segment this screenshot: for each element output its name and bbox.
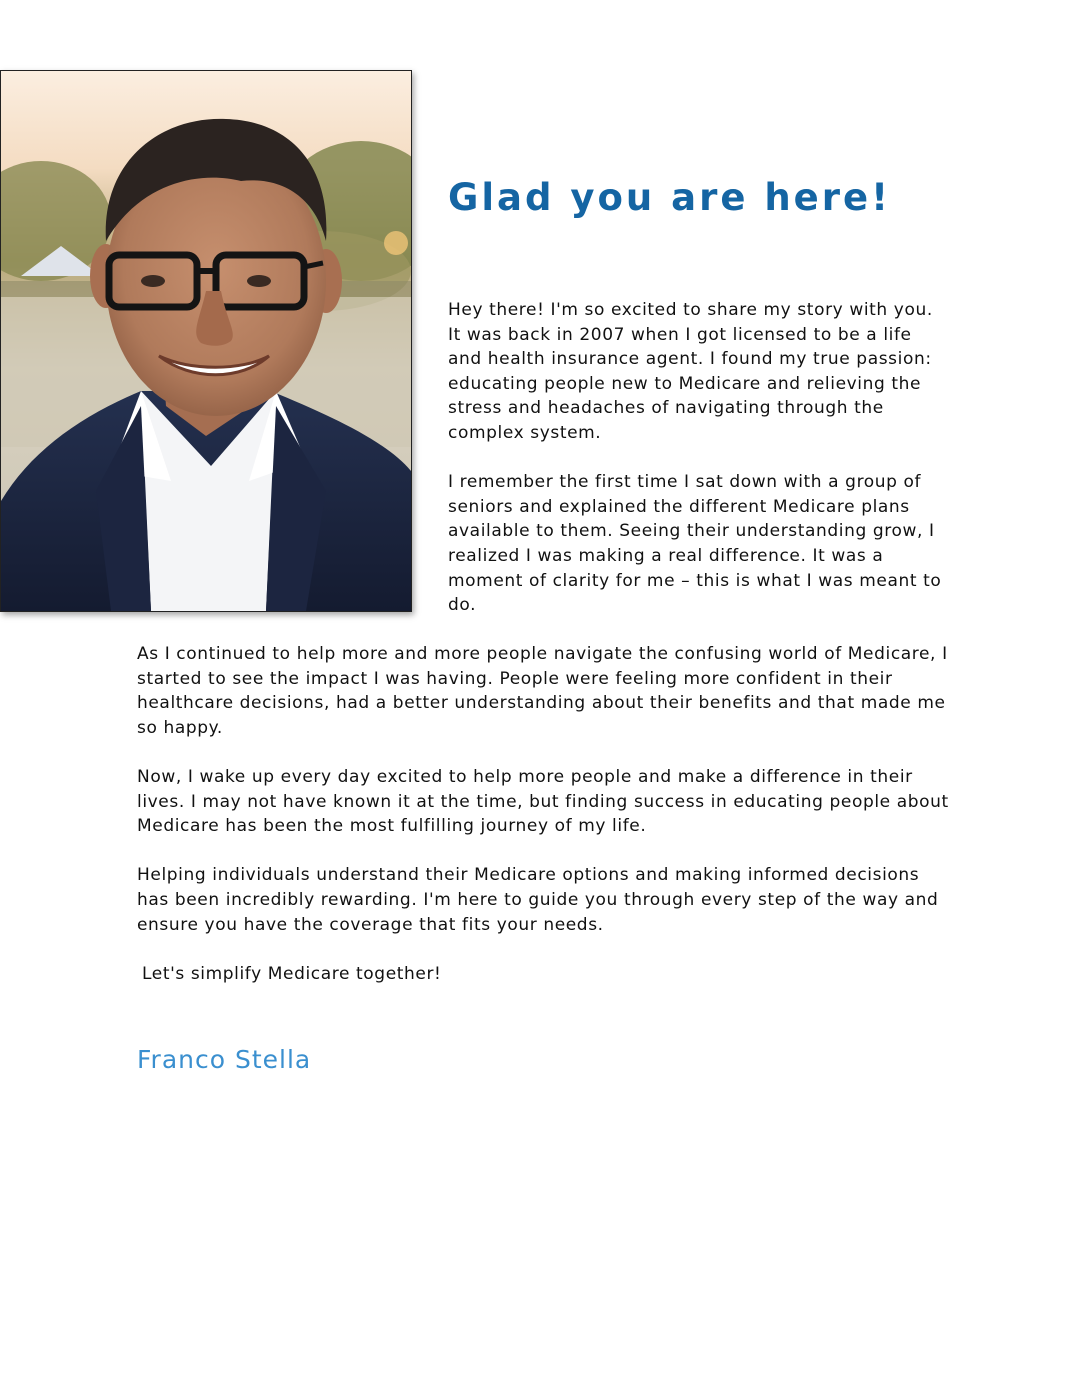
signature-name: Franco Stella xyxy=(137,1045,312,1074)
main-text xyxy=(137,642,957,986)
portrait-photo xyxy=(0,70,412,612)
main-paragraph: As I continued to help more and more people navigate the confusing world of Medicare, I started to see the impact I was having. People were feeling more confident in their healthcare decisions, had a better understanding about their benefits and that made me so happy. xyxy=(137,644,948,738)
signoff-line: Let's simplify Medicare together! xyxy=(142,963,442,984)
intro-paragraph: Hey there! I'm so excited to share my story with you. It was back in 2007 when I got licensed to be a life and health insurance agent. I found my true passion: educating people new to Medicare and relieving the stress and headaches of navigating through the complex system. xyxy=(448,300,933,443)
page-title: Glad you are here! xyxy=(448,176,891,219)
main-paragraph: Helping individuals understand their Medicare options and making informed decisions has been incredibly rewarding. I'm here to guide you through every step of the way and ensure you have the coverage that fits your needs. xyxy=(137,865,939,935)
intro-text xyxy=(448,298,944,642)
intro-paragraph: I remember the first time I sat down with a group of seniors and explained the different Medicare plans available to them. Seeing their understanding grow, I realized I was making a real difference. It was a moment of clarity for me – this is what I was meant to do. xyxy=(448,472,942,616)
portrait-photo-icon xyxy=(1,71,411,611)
main-paragraph: Now, I wake up every day excited to help more people and make a difference in their lives. I may not have known it at the time, but finding success in educating people about Medicare has been the most fulfilling journey of my life. xyxy=(137,766,949,837)
